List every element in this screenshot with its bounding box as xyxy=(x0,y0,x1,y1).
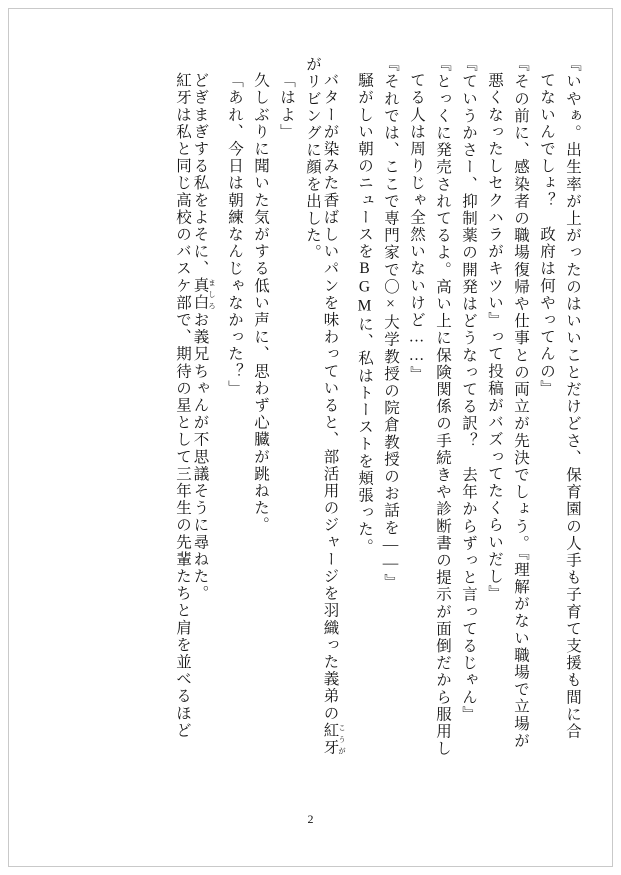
ruby-mashiro xyxy=(192,277,216,311)
ruby-kouga xyxy=(322,722,346,756)
text-line: 騒がしい朝のニュースをBGMに、私はトーストを頬張った。 xyxy=(356,72,373,556)
ruby-reading: ましろ xyxy=(207,277,217,312)
text-line: 『とっくに発売されてるよ。高い上に保険関係の手続きや診断書の提示が面倒だから服用し xyxy=(434,56,451,758)
text-line: 悪くなったしセクハラがキツい』って投稿がバズってたくらいだし』 xyxy=(486,72,503,603)
text-line: 『その前に、感染者の職場復帰や仕事との両立が先決でしょう。『理解がない職場で立場が xyxy=(512,56,529,750)
text-line: てる人は周りじゃ全然いないけど……』 xyxy=(408,72,425,383)
text-line: 「あれ、今日は朝練なんじゃなかった？」 xyxy=(226,72,243,397)
line-text-tail: お義兄ちゃんが不思議そうに尋ねた。 xyxy=(191,311,209,603)
text-line: 「はよ」 xyxy=(278,72,295,141)
line-text-head: バターが染みた香ばしいパンを味わっていると、部活用のジャージを羽織った義弟の xyxy=(321,72,339,722)
text-line: がリビングに顔を出した。 xyxy=(304,56,321,262)
page-number: 2 xyxy=(307,812,314,826)
text-line-with-ruby xyxy=(320,56,346,796)
vertical-text-body xyxy=(40,56,580,796)
text-line: 久しぶりに聞いた気がする低い声に、思わず心臓が跳ねた。 xyxy=(252,72,269,534)
text-line: 『ていうかさー、抑制薬の開発はどうなってる訳？ 去年からずっと言ってるじゃん』 xyxy=(460,56,477,723)
ruby-base: 真白 xyxy=(191,277,209,312)
text-line: 紅牙は私と同じ高校のバスケ部で、期待の星として三年生の先輩たちと肩を並べるほど xyxy=(174,72,191,739)
ruby-reading: こうが xyxy=(337,721,347,756)
ruby-base: 紅牙 xyxy=(321,721,339,757)
text-line-with-ruby xyxy=(190,56,216,796)
text-line: てないんでしょ？ 政府は何やってんの』 xyxy=(538,72,555,397)
text-line: 『それでは、ここで専門家で〇×大学教授の院倉教授のお話を――』 xyxy=(382,56,399,591)
text-line: 『いやぁ。出生率が上がったのはいいことだけどさ、保育園の人手も子育て支援も間に合 xyxy=(564,56,581,740)
line-text-head: どぎまぎする私をよそに、 xyxy=(191,72,209,278)
